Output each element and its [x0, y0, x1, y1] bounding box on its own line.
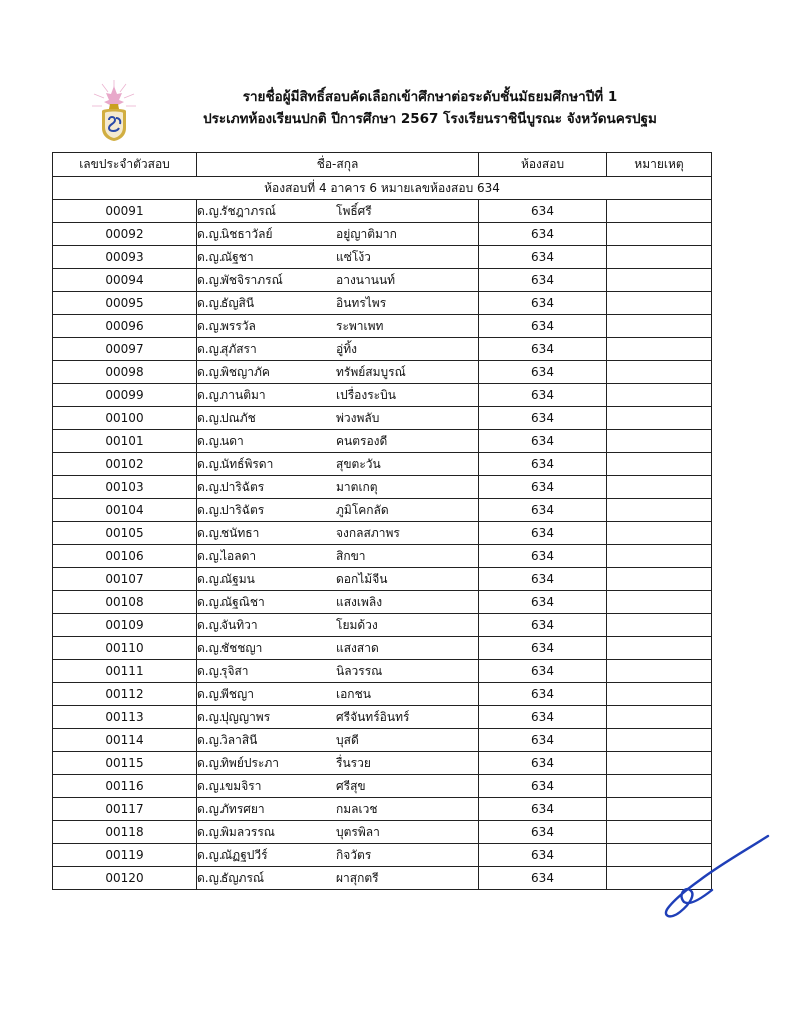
- name-prefix: ด.ญ.: [197, 663, 223, 678]
- exam-id-cell: 00099: [53, 384, 197, 407]
- name-cell: [197, 338, 479, 361]
- exam-room-cell: 634: [479, 476, 607, 499]
- exam-room-cell: 634: [479, 200, 607, 223]
- name-prefix: ด.ญ.: [197, 226, 223, 241]
- exam-room-cell: 634: [479, 591, 607, 614]
- first-name: พีชญา: [221, 686, 255, 701]
- name-prefix: ด.ญ.: [197, 433, 223, 448]
- exam-id-cell: 00109: [53, 614, 197, 637]
- first-name: ธัญสินี: [221, 295, 255, 310]
- remark-cell: [607, 246, 712, 269]
- name-prefix: ด.ญ.: [197, 571, 223, 586]
- remark-cell: [607, 568, 712, 591]
- exam-id-cell: 00112: [53, 683, 197, 706]
- exam-room-cell: 634: [479, 499, 607, 522]
- last-name: แสงเพลิง: [336, 594, 383, 609]
- last-name: บุตรพิลา: [336, 824, 380, 839]
- name-prefix: ด.ญ.: [197, 387, 223, 402]
- last-name: ผาสุกตรี: [336, 870, 379, 885]
- name-prefix: ด.ญ.: [197, 203, 223, 218]
- exam-id-cell: 00093: [53, 246, 197, 269]
- table-row: [53, 752, 712, 775]
- exam-room-cell: 634: [479, 660, 607, 683]
- remark-cell: [607, 752, 712, 775]
- last-name: แซ่โง้ว: [336, 249, 371, 264]
- name-prefix: ด.ญ.: [197, 548, 223, 563]
- name-cell: [197, 545, 479, 568]
- remark-cell: [607, 269, 712, 292]
- last-name: ศรีจันทร์อินทร์: [336, 709, 410, 724]
- first-name: สุภัสรา: [221, 341, 257, 356]
- last-name: จงกลสภาพร: [336, 525, 400, 540]
- exam-id-cell: 00105: [53, 522, 197, 545]
- exam-room-cell: 634: [479, 246, 607, 269]
- first-name: ปณภัช: [221, 410, 256, 425]
- table-row: [53, 522, 712, 545]
- exam-id-cell: 00108: [53, 591, 197, 614]
- table-row: [53, 683, 712, 706]
- name-prefix: ด.ญ.: [197, 295, 223, 310]
- last-name: เอกชน: [336, 686, 371, 701]
- first-name: รัชฎาภรณ์: [221, 203, 276, 218]
- name-prefix: ด.ญ.: [197, 755, 223, 770]
- table-header-row: [53, 153, 712, 177]
- name-cell: [197, 867, 479, 890]
- first-name: ณัฏฐปวีร์: [221, 847, 268, 862]
- exam-id-cell: 00120: [53, 867, 197, 890]
- name-cell: [197, 775, 479, 798]
- remark-cell: [607, 522, 712, 545]
- name-cell: [197, 729, 479, 752]
- name-cell: [197, 453, 479, 476]
- name-prefix: ด.ญ.: [197, 456, 223, 471]
- first-name: ทิพย์ประภา: [221, 755, 280, 770]
- name-prefix: ด.ญ.: [197, 525, 223, 540]
- remark-cell: [607, 499, 712, 522]
- first-name: ไอลดา: [221, 548, 257, 563]
- exam-room-cell: 634: [479, 844, 607, 867]
- name-prefix: ด.ญ.: [197, 686, 223, 701]
- last-name: คนตรองดี: [336, 433, 388, 448]
- last-name: สิกขา: [336, 548, 366, 563]
- name-cell: [197, 752, 479, 775]
- name-prefix: ด.ญ.: [197, 479, 223, 494]
- remark-cell: [607, 614, 712, 637]
- name-cell: [197, 361, 479, 384]
- exam-room-cell: 634: [479, 269, 607, 292]
- exam-id-cell: 00113: [53, 706, 197, 729]
- room-caption-row: [53, 177, 712, 200]
- table-row: [53, 476, 712, 499]
- table-row: [53, 660, 712, 683]
- name-prefix: ด.ญ.: [197, 824, 223, 839]
- name-prefix: ด.ญ.: [197, 617, 223, 632]
- exam-room-cell: 634: [479, 315, 607, 338]
- table-row: [53, 821, 712, 844]
- table-row: [53, 453, 712, 476]
- name-prefix: ด.ญ.: [197, 249, 223, 264]
- name-cell: [197, 246, 479, 269]
- exam-id-cell: 00118: [53, 821, 197, 844]
- table-row: [53, 407, 712, 430]
- table-row: [53, 361, 712, 384]
- exam-room-cell: 634: [479, 798, 607, 821]
- remark-cell: [607, 660, 712, 683]
- exam-id-cell: 00111: [53, 660, 197, 683]
- exam-room-cell: 634: [479, 706, 607, 729]
- last-name: แสงสาด: [336, 640, 379, 655]
- table-row: [53, 867, 712, 890]
- last-name: โยมด้วง: [336, 617, 378, 632]
- first-name: ปาริฉัตร: [221, 502, 265, 517]
- name-cell: [197, 798, 479, 821]
- exam-id-cell: 00095: [53, 292, 197, 315]
- exam-id-cell: 00114: [53, 729, 197, 752]
- table-row: [53, 637, 712, 660]
- name-cell: [197, 384, 479, 407]
- exam-id-cell: 00091: [53, 200, 197, 223]
- name-cell: [197, 844, 479, 867]
- remark-cell: [607, 430, 712, 453]
- remark-cell: [607, 338, 712, 361]
- exam-room-cell: 634: [479, 821, 607, 844]
- room-caption: ห้องสอบที่ 4 อาคาร 6 หมายเลขห้องสอบ 634: [53, 177, 712, 200]
- name-cell: [197, 637, 479, 660]
- exam-room-cell: 634: [479, 453, 607, 476]
- name-cell: [197, 292, 479, 315]
- table-row: [53, 706, 712, 729]
- name-prefix: ด.ญ.: [197, 847, 223, 862]
- document-heading: [150, 86, 710, 130]
- last-name: อางนานนท์: [336, 272, 396, 287]
- last-name: อยู่ญาติมาก: [336, 226, 397, 241]
- first-name: ภัทรศยา: [221, 801, 265, 816]
- name-prefix: ด.ญ.: [197, 502, 223, 517]
- name-cell: [197, 821, 479, 844]
- remark-cell: [607, 706, 712, 729]
- last-name: รื่นรวย: [336, 755, 371, 770]
- exam-id-cell: 00100: [53, 407, 197, 430]
- first-name: จันทิวา: [221, 617, 258, 632]
- column-header-exam-id: เลขประจำตัวสอบ: [53, 153, 197, 177]
- last-name: เปรื่องระบิน: [336, 387, 396, 402]
- exam-id-cell: 00107: [53, 568, 197, 591]
- exam-id-cell: 00096: [53, 315, 197, 338]
- first-name: นดา: [221, 433, 244, 448]
- name-cell: [197, 476, 479, 499]
- exam-room-cell: 634: [479, 614, 607, 637]
- exam-id-cell: 00116: [53, 775, 197, 798]
- remark-cell: [607, 637, 712, 660]
- last-name: กมลเวช: [336, 801, 378, 816]
- exam-id-cell: 00102: [53, 453, 197, 476]
- exam-id-cell: 00110: [53, 637, 197, 660]
- table-row: [53, 591, 712, 614]
- name-cell: [197, 315, 479, 338]
- heading-line-1: รายชื่อผู้มีสิทธิ์สอบคัดเลือกเข้าศึกษาต่อระดับชั้นมัธยมศึกษาปีที่ 1: [242, 89, 618, 105]
- last-name: สุขตะวัน: [336, 456, 381, 471]
- remark-cell: [607, 200, 712, 223]
- remark-cell: [607, 476, 712, 499]
- last-name: ดอกไม้จีน: [336, 571, 388, 586]
- last-name: ทรัพย์สมบูรณ์: [336, 364, 406, 379]
- first-name: รุจิสา: [221, 663, 249, 678]
- table-row: [53, 430, 712, 453]
- name-prefix: ด.ญ.: [197, 364, 223, 379]
- table-row: [53, 292, 712, 315]
- heading-line-2: ประเภทห้องเรียนปกติ ปีการศึกษา 2567 โรงเรียนราชินีบูรณะ จังหวัดนครปฐม: [203, 111, 657, 127]
- remark-cell: [607, 407, 712, 430]
- column-header-room: ห้องสอบ: [479, 153, 607, 177]
- exam-id-cell: 00097: [53, 338, 197, 361]
- name-prefix: ด.ญ.: [197, 732, 223, 747]
- exam-id-cell: 00101: [53, 430, 197, 453]
- last-name: นิลวรรณ: [336, 663, 383, 678]
- exam-room-cell: 634: [479, 407, 607, 430]
- remark-cell: [607, 453, 712, 476]
- first-name: พัชจิราภรณ์: [221, 272, 283, 287]
- remark-cell: [607, 775, 712, 798]
- name-cell: [197, 430, 479, 453]
- name-cell: [197, 499, 479, 522]
- last-name: ภูมิโคกลัด: [336, 502, 389, 517]
- exam-id-cell: 00098: [53, 361, 197, 384]
- exam-id-cell: 00092: [53, 223, 197, 246]
- name-cell: [197, 568, 479, 591]
- name-cell: [197, 591, 479, 614]
- name-prefix: ด.ญ.: [197, 410, 223, 425]
- first-name: ชัชชญา: [221, 640, 263, 655]
- exam-room-cell: 634: [479, 637, 607, 660]
- table-row: [53, 844, 712, 867]
- table-row: [53, 223, 712, 246]
- remark-cell: [607, 683, 712, 706]
- table-row: [53, 568, 712, 591]
- remark-cell: [607, 315, 712, 338]
- last-name: กิจวัตร: [336, 847, 372, 862]
- table-row: [53, 545, 712, 568]
- name-cell: [197, 706, 479, 729]
- name-cell: [197, 614, 479, 637]
- first-name: นิชธาวัลย์: [221, 226, 273, 241]
- exam-room-cell: 634: [479, 729, 607, 752]
- name-prefix: ด.ญ.: [197, 778, 223, 793]
- table-row: [53, 798, 712, 821]
- remark-cell: [607, 591, 712, 614]
- last-name: โพธิ์ศรี: [336, 203, 372, 218]
- first-name: ณัฐณิชา: [221, 594, 265, 609]
- name-cell: [197, 269, 479, 292]
- name-cell: [197, 407, 479, 430]
- exam-room-cell: 634: [479, 545, 607, 568]
- exam-id-cell: 00103: [53, 476, 197, 499]
- exam-room-cell: 634: [479, 683, 607, 706]
- exam-room-cell: 634: [479, 568, 607, 591]
- name-prefix: ด.ญ.: [197, 341, 223, 356]
- name-cell: [197, 200, 479, 223]
- table-row: [53, 775, 712, 798]
- name-cell: [197, 683, 479, 706]
- exam-room-cell: 634: [479, 384, 607, 407]
- table-row: [53, 200, 712, 223]
- last-name: ระพาเพท: [336, 318, 384, 333]
- first-name: พรรวัล: [221, 318, 256, 333]
- last-name: อินทรไพร: [336, 295, 387, 310]
- name-prefix: ด.ญ.: [197, 801, 223, 816]
- signature-mark: [656, 832, 772, 922]
- name-cell: [197, 660, 479, 683]
- remark-cell: [607, 292, 712, 315]
- table-row: [53, 384, 712, 407]
- last-name: ศรีสุข: [336, 778, 366, 793]
- first-name: ณัฐมน: [221, 571, 255, 586]
- remark-cell: [607, 545, 712, 568]
- exam-room-cell: 634: [479, 223, 607, 246]
- exam-room-cell: 634: [479, 338, 607, 361]
- exam-id-cell: 00119: [53, 844, 197, 867]
- column-header-remark: หมายเหตุ: [607, 153, 712, 177]
- exam-room-cell: 634: [479, 775, 607, 798]
- first-name: ปุญญาพร: [221, 709, 271, 724]
- name-prefix: ด.ญ.: [197, 709, 223, 724]
- first-name: นัทธ์พิรดา: [221, 456, 274, 471]
- remark-cell: [607, 729, 712, 752]
- name-cell: [197, 223, 479, 246]
- column-header-name: ชื่อ-สกุล: [197, 153, 479, 177]
- last-name: มาตเกตุ: [336, 479, 378, 494]
- table-row: [53, 269, 712, 292]
- last-name: บุสดี: [336, 732, 359, 747]
- exam-room-cell: 634: [479, 867, 607, 890]
- first-name: ณัฐชา: [221, 249, 254, 264]
- table-body: [53, 177, 712, 890]
- first-name: เขมจิรา: [221, 778, 262, 793]
- first-name: พิชญาภัค: [221, 364, 270, 379]
- first-name: กานติมา: [221, 387, 266, 402]
- table-row: [53, 614, 712, 637]
- exam-id-cell: 00117: [53, 798, 197, 821]
- first-name: พิมลวรรณ: [221, 824, 275, 839]
- exam-room-cell: 634: [479, 752, 607, 775]
- name-cell: [197, 522, 479, 545]
- exam-id-cell: 00106: [53, 545, 197, 568]
- table-row: [53, 246, 712, 269]
- exam-room-cell: 634: [479, 522, 607, 545]
- exam-id-cell: 00094: [53, 269, 197, 292]
- remark-cell: [607, 798, 712, 821]
- name-prefix: ด.ญ.: [197, 640, 223, 655]
- table-row: [53, 338, 712, 361]
- name-prefix: ด.ญ.: [197, 272, 223, 287]
- name-prefix: ด.ญ.: [197, 594, 223, 609]
- first-name: ชนัทธา: [221, 525, 260, 540]
- exam-room-cell: 634: [479, 430, 607, 453]
- remark-cell: [607, 384, 712, 407]
- table-row: [53, 499, 712, 522]
- exam-id-cell: 00104: [53, 499, 197, 522]
- table-row: [53, 315, 712, 338]
- school-emblem-icon: [88, 78, 140, 146]
- first-name: ธัญภรณ์: [221, 870, 265, 885]
- table-row: [53, 729, 712, 752]
- exam-id-cell: 00115: [53, 752, 197, 775]
- exam-room-cell: 634: [479, 292, 607, 315]
- remark-cell: [607, 361, 712, 384]
- last-name: พ่วงพลับ: [336, 410, 380, 425]
- exam-room-cell: 634: [479, 361, 607, 384]
- last-name: อู่ทิ้ง: [336, 341, 357, 356]
- name-prefix: ด.ญ.: [197, 318, 223, 333]
- first-name: ปาริฉัตร: [221, 479, 265, 494]
- remark-cell: [607, 223, 712, 246]
- name-prefix: ด.ญ.: [197, 870, 223, 885]
- applicant-table: [52, 152, 712, 890]
- first-name: วิลาสินี: [221, 732, 258, 747]
